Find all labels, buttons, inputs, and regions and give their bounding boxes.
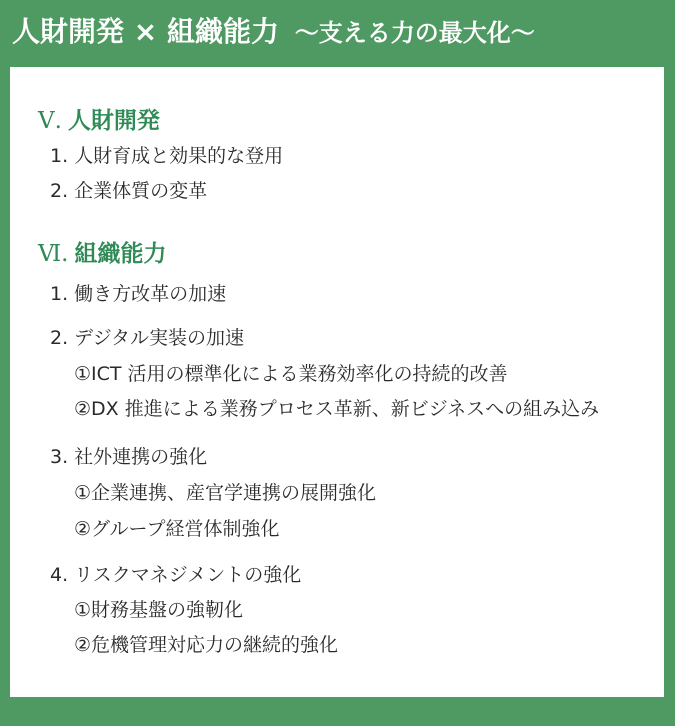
list-item: 2. デジタル実装の加速 <box>50 327 245 349</box>
sub-list-item: ①財務基盤の強靭化 <box>74 599 244 621</box>
sub-list-item: ①ICT 活用の標準化による業務効率化の持続的改善 <box>74 363 508 385</box>
list-item: 2. 企業体質の変革 <box>50 180 208 202</box>
section-numeral: Ⅴ. <box>38 108 62 134</box>
section-title: 人財開発 <box>67 108 160 134</box>
section-heading-org-capability <box>38 235 166 268</box>
list-item: 1. 人財育成と効果的な登用 <box>50 145 284 167</box>
section-numeral: Ⅵ. <box>38 241 69 267</box>
list-item: 1. 働き方改革の加速 <box>50 283 227 305</box>
sub-list-item: ②危機管理対応力の継続的強化 <box>74 634 339 656</box>
list-item: 4. リスクマネジメントの強化 <box>50 564 302 586</box>
sub-list-item: ②グループ経営体制強化 <box>74 518 280 540</box>
sub-list-item: ②DX 推進による業務プロセス革新、新ビジネスへの組み込み <box>74 398 600 420</box>
title-subtitle: 〜支える力の最大化〜 <box>294 19 535 47</box>
section-title: 組織能力 <box>74 241 167 267</box>
page-title <box>12 12 535 52</box>
section-heading-hr-development <box>38 102 160 135</box>
title-main: 人財開発 × 組織能力 <box>12 15 279 48</box>
sub-list-item: ①企業連携、産官学連携の展開強化 <box>74 482 377 504</box>
content-panel <box>10 67 664 697</box>
list-item: 3. 社外連携の強化 <box>50 446 208 468</box>
